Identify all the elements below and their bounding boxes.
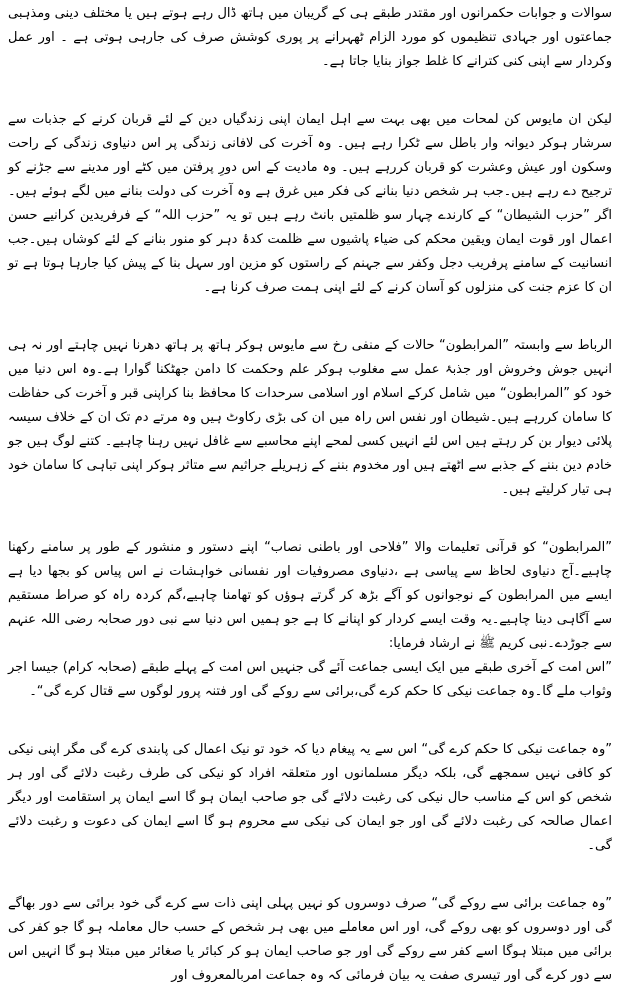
paragraph-murabitun: الرباط سے وابستہ ”المرابطون“ حالات کے منفی رخ سے مایوس ہوکر ہاتھ پر ہاتھ دھرنا نہیں چاہتے اور نہ ہی انہیں جوش وخروش اور جذبۂ عمل سے مغلوب ہوکر علم وحکمت کا دامن جھٹکنا گوارا ہے۔وہ اس دنیا میں خود کو ”المرابطون“ میں شامل کرکے اسلام اور اسلامی سرحدات کا محافظ بنا کراپنی قبر و آخرت کی حفاظت کا سامان کررہے ہیں۔شیطان اور نفس اس راہ میں ان کی بڑی رکاوٹ ہیں وہ مرتے دم تک ان کے خلاف سیسہ پلائی دیوار بن کر رہتے ہیں اس لئے انہیں کسی لمحے اپنے محاسبے سے غافل نہیں رہنا چاہیے۔ کتنے لوگ ہیں جو خادم دین بننے کے جذبے سے اٹھتے ہیں اور مخدوم بننے کے زہریلے جراثیم سے متاثر ہوکر اپنی تباہی کا سامان خود ہی تیار کرلیتے ہیں۔: [8, 338, 612, 497]
paragraph-hadith-quote: ”اس امت کے آخری طبقے میں ایک ایسی جماعت آئے گی جنہیں اس امت کے پہلے طبقے (صحابہ کرام) جیسا اجر وثواب ملے گا۔وہ جماعت نیکی کا حکم کرے گی،برائی سے روکے گی اور فتنہ پرور لوگوں سے قتال کرے گی“۔: [8, 660, 612, 699]
paragraph-believers: لیکن ان مایوس کن لمحات میں بھی بہت سے اہل ایمان اپنی زندگیاں دین کے لئے قربان کرنے کے جذبات سے سرشار ہوکر دیوانہ وار باطل سے ٹکرا رہے ہیں۔ وہ آخرت کی لافانی زندگی پر اس دنیاوی زندگی کے راحت وسکون اور عیش وعشرت کو قربان کررہے ہیں۔ وہ مادیت کے اس دورِ پرفتن میں کٹے اور مدینے سے جڑنے کو ترجیح دے رہے ہیں۔جب ہر شخص دنیا بنانے کی فکر میں غرق ہے وہ آخرت کی دولت بنانے میں لگے ہوئے ہیں۔اگر ”حزب الشیطان“ کے کارندے چہار سو ظلمتیں بانٹ رہے ہیں تو یہ ”حزب اللہ“ کے فرفریدین کرانیے حسن اعمال اور قوت ایمان ویقین محکم کی ضیاء پاشیوں سے ظلمت کدۂ دہر کو منور بنانے کے لئے کوشاں ہیں۔جب انسانیت کے سامنے پرفریب دجل وکفر سے جہنم کے راستوں کو مزین اور سہل بنا کے پیش کیا جارہا ہوتا ہے تو ان کا عزم جنت کی منزلوں کو آسان کرنے کے لئے اپنی ہمت صرف کرنا ہے۔: [8, 112, 612, 295]
paragraph-enjoin-good: ”وہ جماعت نیکی کا حکم کرے گی“ اس سے یہ پیغام دیا کہ خود تو نیک اعمال کی پابندی کرے گی مگر اپنی نیکی کو کافی نہیں سمجھے گی، بلکہ دیگر مسلمانوں اور متعلقہ افراد کو نیکی کی طرف رغبت دلائے گی اور ہر شخص کو اس کے مناسب حال نیکی کی رغبت دلائے گی جو صاحب ایمان ہو گا اسے ایمان پر استقامت اور دیگر اعمال صالحہ کی رغبت دلائے گی اور جو ایمان کی نیکی سے محروم ہو گا اسے ایمان کی دعوت و رغبت دلائے گی۔: [8, 742, 612, 853]
paragraph-intro: سوالات و جوابات حکمرانوں اور مقتدر طبقے ہی کے گریبان میں ہاتھ ڈال رہے ہوتے ہیں یا مختلف دینی ومذہبی جماعتوں اور جہادی تنظیموں کو مورد الزام ٹھہرانے پر پوری کوشش صرف کی جارہی ہوتی ہے ۔ اور عمل وکردار سے اپنی کنی کترانے کا غلط جواز بنایا جاتا ہے۔: [8, 6, 612, 69]
paragraph-curriculum: ”المرابطون“ کو قرآنی تعلیمات والا ”فلاحی اور باطنی نصاب“ اپنے دستور و منشور کے طور پر سامنے رکھنا چاہیے۔آج دنیاوی لحاظ سے پیاسی ہے ،دنیاوی مصروفیات اور نفسانی خواہشات نے اس پیاس کو بجھا دیا ہے ایسے میں المرابطون کے نوجوانوں کو آگے بڑھ کر گرتے ہوؤں کو تھامنا چاہیے،گم کردہ راہ کو صراط مستقیم سے آگاہی دینا چاہیے۔یہ وقت ایسے کردار کو اپنانے کا ہے جو ہمیں اس دنیا سے نبی دور صحابہ رضی اللہ عنہم سے جوڑدے۔نبی کریم ﷺ نے ارشاد فرمایا:: [8, 540, 612, 651]
paragraph-forbid-evil: ”وہ جماعت برائی سے روکے گی“ صرف دوسروں کو نہیں پہلی اپنی ذات سے کرے گی خود برائی سے دور بھاگے گی اور دوسروں کو بھی روکے گی، اور اس معاملے میں بھی ہر شخص کے حسب حال معاملہ ہو گا جو کفر کی برائی میں مبتلا ہوگا اسے کفر سے روکے گی اور جو صاحب ایمان ہو کر کبائر یا صغائر میں مبتلا ہو گا انہیں اس سے دور کرے گی اور تیسری صفت یہ بیان فرمائی کہ وہ جماعت امربالمعروف اور: [8, 896, 612, 983]
